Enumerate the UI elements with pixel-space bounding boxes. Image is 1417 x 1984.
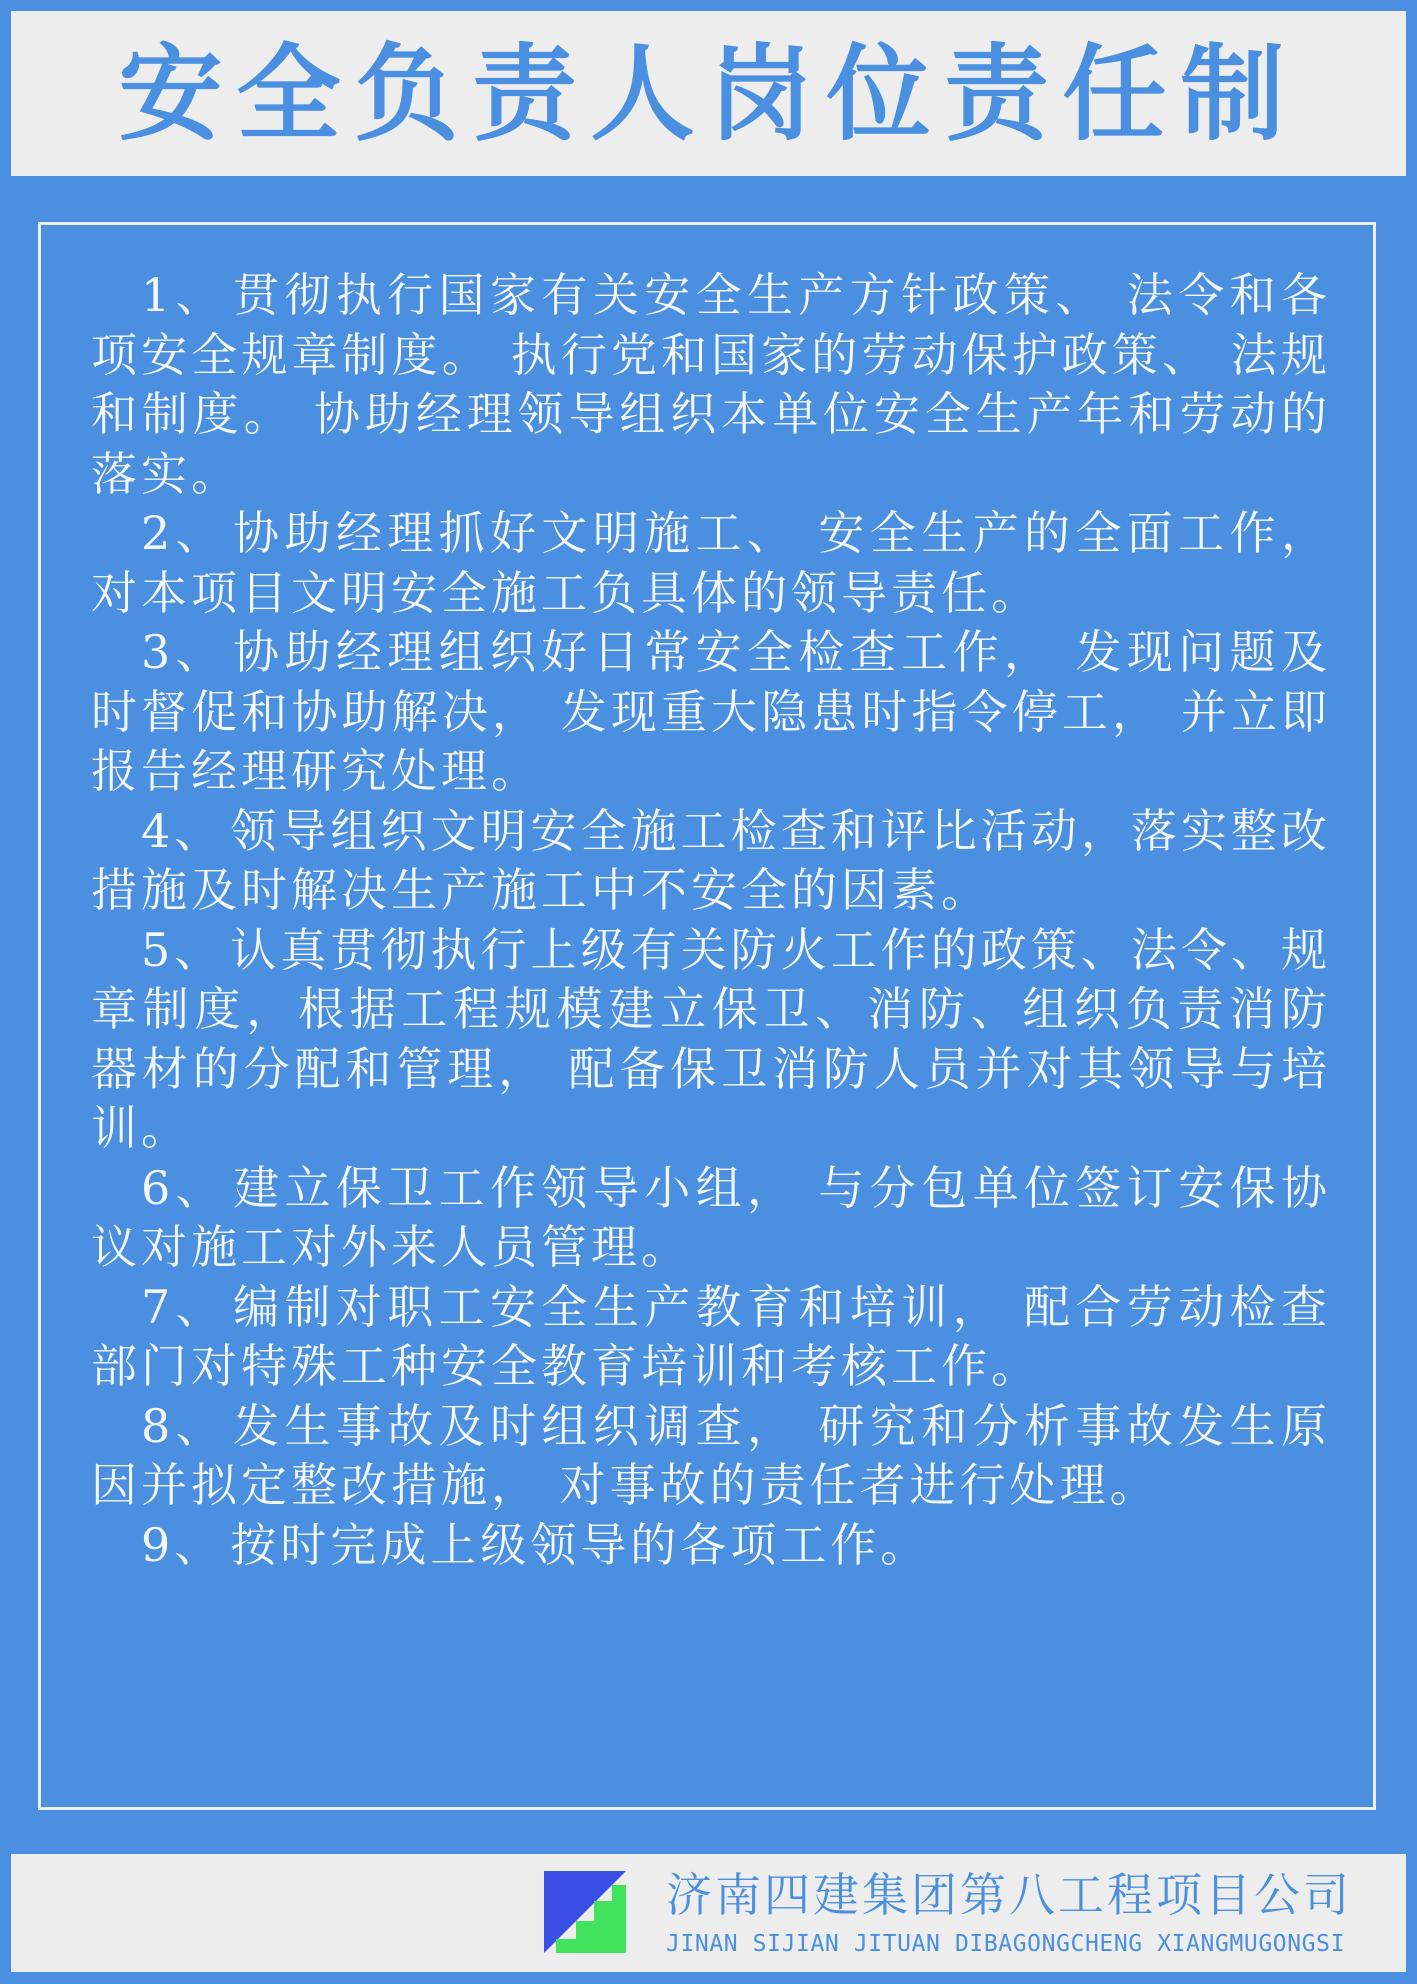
paragraph <box>91 802 1331 921</box>
paragraph <box>91 1278 1331 1397</box>
paragraph-text: 认真贯彻执行上级有关防火工作的政策、法令、规章制度，根据工程规模建立保卫、消防、组织负责消防器材的分配和管理， 配备保卫消防人员并对其领导与培训。 <box>91 922 1331 1155</box>
paragraph-text: 协助经理组织好日常安全检查工作， 发现问题及时督促和协助解决， 发现重大隐患时指令停工， 并立即报告经理研究处理。 <box>91 625 1331 798</box>
paragraph <box>91 266 1331 504</box>
paragraph <box>91 1516 1331 1576</box>
paragraph-text: 协助经理抓好文明施工、 安全生产的全面工作， 对本项目文明安全施工负具体的领导责任。 <box>91 506 1331 620</box>
page-title: 安全负责人岗位责任制 <box>118 31 1299 155</box>
paragraph <box>91 1397 1331 1516</box>
paragraph-text: 编制对职工安全生产教育和培训， 配合劳动检查部门对特殊工种安全教育培训和考核工作。 <box>91 1279 1331 1393</box>
company-logo-icon <box>544 1871 626 1953</box>
content-body <box>91 266 1331 1575</box>
paragraph <box>91 921 1331 1159</box>
paragraph <box>91 623 1331 802</box>
paragraph-number: 2、 <box>141 506 228 560</box>
paragraph-text: 建立保卫工作领导小组， 与分包单位签订安保协议对施工对外来人员管理。 <box>91 1160 1331 1274</box>
paragraph-text: 按时完成上级领导的各项工作。 <box>230 1517 931 1572</box>
company-name-en: JINAN SIJIAN JITUAN DIBAGONGCHENG XIANGMUGONGSI <box>666 1931 1346 1957</box>
paragraph-number: 6、 <box>141 1160 228 1215</box>
paragraph <box>91 1159 1331 1278</box>
paragraph-number: 1、 <box>141 268 228 322</box>
header-band <box>11 11 1406 176</box>
paragraph-number: 9、 <box>141 1517 225 1572</box>
footer-band <box>11 1854 1406 1972</box>
paragraph-number: 7、 <box>141 1279 228 1334</box>
paragraph-number: 4、 <box>141 803 225 858</box>
paragraph-number: 8、 <box>141 1398 228 1453</box>
paragraph-number: 5、 <box>141 922 225 977</box>
paragraph-text: 领导组织文明安全施工检查和评比活动，落实整改措施及时解决生产施工中不安全的因素。 <box>91 803 1331 917</box>
paragraph-number: 3、 <box>141 625 228 679</box>
paragraph <box>91 504 1331 623</box>
paragraph-text: 发生事故及时组织调查， 研究和分析事故发生原因并拟定整改措施， 对事故的责任者进行处理。 <box>91 1398 1331 1512</box>
paragraph-text: 贯彻执行国家有关安全生产方针政策、 法令和各项安全规章制度。 执行党和国家的劳动保护政策、 法规和制度。 协助经理领导组织本单位安全生产年和劳动的落实。 <box>91 268 1331 501</box>
company-name-cn: 济南四建集团第八工程项目公司 <box>666 1868 1352 1922</box>
